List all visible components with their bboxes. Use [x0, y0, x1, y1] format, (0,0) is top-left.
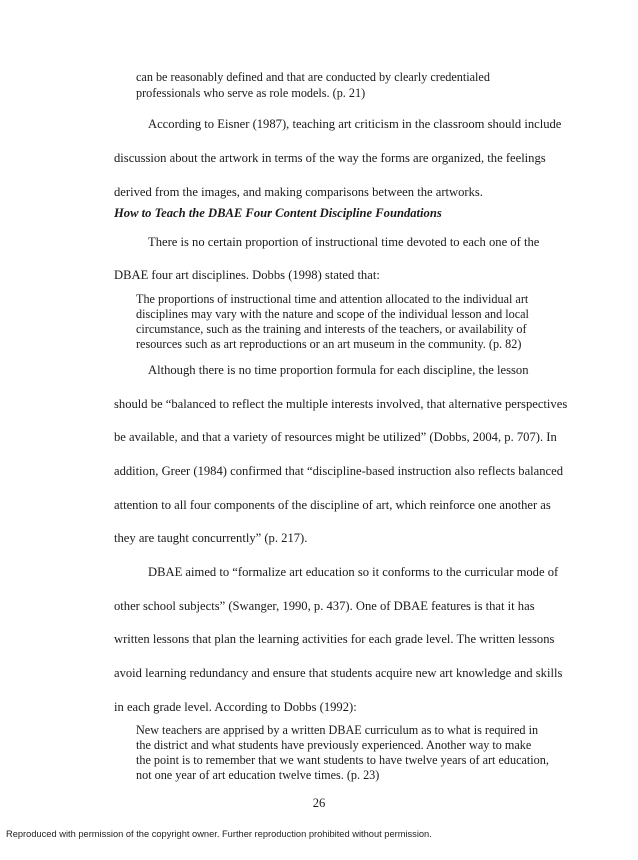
text-line: disciplines may vary with the nature and scope of the individual lesson and local: [136, 307, 529, 321]
text-line: According to Eisner (1987), teaching art criticism in the classroom should include: [148, 117, 562, 131]
text-line: New teachers are apprised by a written DBAE curriculum as to what is required in: [136, 723, 539, 737]
text-line: resources such as art reproductions or an art museum in the community. (p. 82): [136, 337, 522, 351]
section-heading: How to Teach the DBAE Four Content Discipline Foundations: [114, 206, 442, 220]
text-line: be available, and that a variety of resources might be utilized” (Dobbs, 2004, p. 707). In: [114, 430, 557, 444]
text-line: Although there is no time proportion formula for each discipline, the lesson: [148, 363, 529, 377]
text-line: discussion about the artwork in terms of the way the forms are organized, the feelings: [114, 151, 546, 165]
text-line: derived from the images, and making comparisons between the artworks.: [114, 185, 483, 199]
text-line: the district and what students have previously experienced. Another way to make: [136, 738, 532, 752]
text-line: addition, Greer (1984) confirmed that “discipline-based instruction also reflects balanced: [114, 464, 564, 478]
text-line: DBAE aimed to “formalize art education so it conforms to the curricular mode of: [148, 565, 559, 579]
text-line: not one year of art education twelve times. (p. 23): [136, 768, 380, 782]
text-line: should be “balanced to reflect the multiple interests involved, that alternative perspectives: [114, 397, 568, 411]
text-line: other school subjects” (Swanger, 1990, p. 437). One of DBAE features is that it has: [114, 599, 535, 613]
copyright-footer: Reproduced with permission of the copyright owner. Further reproduction prohibited without permission.: [6, 829, 432, 839]
text-line: professionals who serve as role models. (p. 21): [136, 86, 366, 100]
text-line: attention to all four components of the discipline of art, which reinforce one another as: [114, 498, 551, 512]
text-line: DBAE four art disciplines. Dobbs (1998) stated that:: [114, 268, 380, 282]
text-line: written lessons that plan the learning activities for each grade level. The written lessons: [114, 632, 555, 646]
text-line: The proportions of instructional time and attention allocated to the individual art: [136, 292, 529, 306]
text-line: There is no certain proportion of instructional time devoted to each one of the: [148, 235, 540, 249]
text-line: the point is to remember that we want students to have twelve years of art education,: [136, 753, 549, 767]
text-line: can be reasonably defined and that are conducted by clearly credentialed: [136, 70, 490, 84]
text-line: avoid learning redundancy and ensure that students acquire new art knowledge and skills: [114, 666, 563, 680]
text-line: they are taught concurrently” (p. 217).: [114, 531, 308, 545]
text-line: in each grade level. According to Dobbs (1992):: [114, 700, 357, 714]
text-line: circumstance, such as the training and interests of the teachers, or availability of: [136, 322, 527, 336]
page-number: 26: [312, 796, 326, 810]
